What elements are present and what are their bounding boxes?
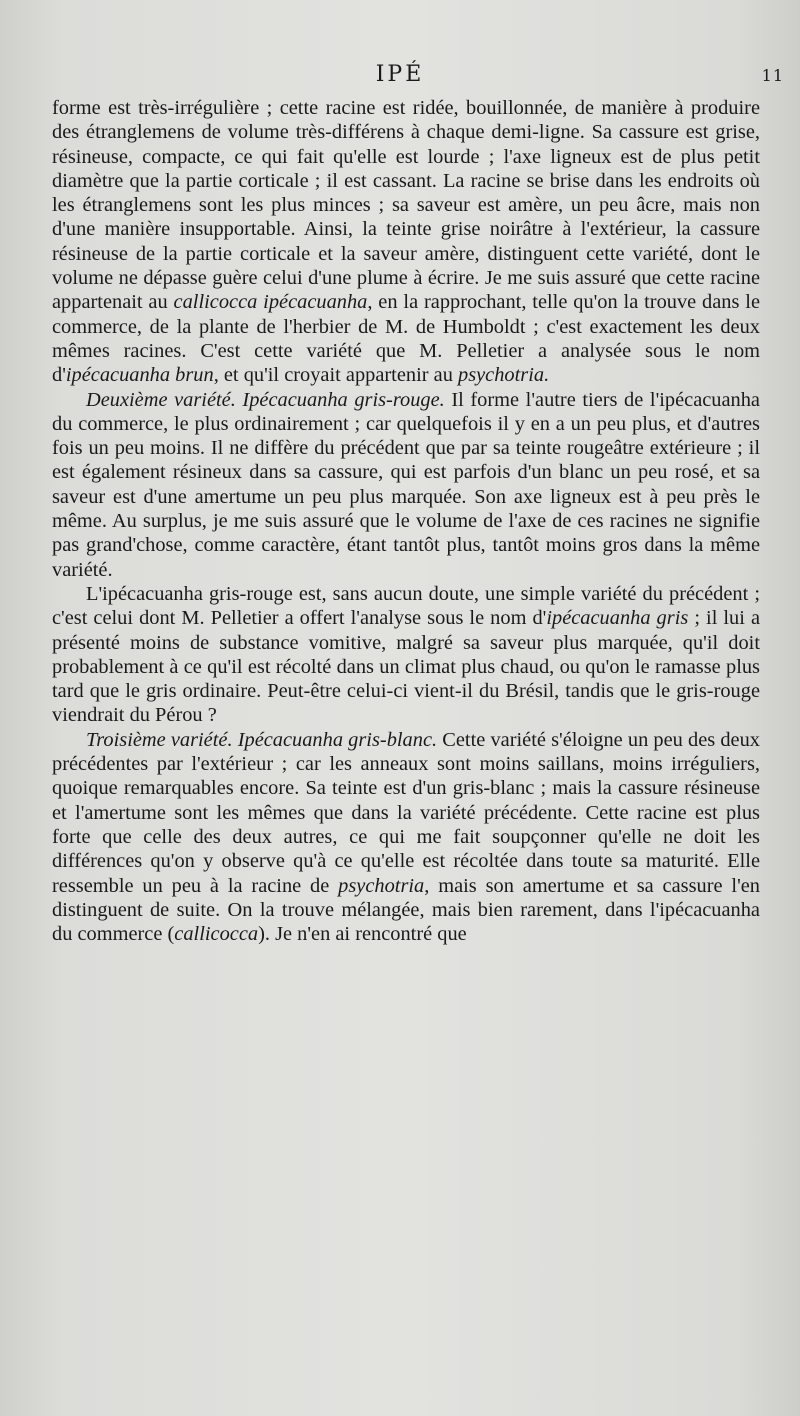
text-run: ; il lui a présenté moins de substance vomitive, malgré sa saveur plus marquée, qu'il doit probablement à ce qu'il est récolté dans un climat plus chaud, ou qu'on le ramasse plus tard que le gris ordinaire. Peut-être celui-ci vient-il du Brésil, tandis que le gris-rouge viendrait du Pérou ? [52, 607, 761, 727]
page-header [0, 62, 800, 92]
italic-text: psychotria [338, 874, 425, 897]
italic-text: Troisième variété. Ipécacuanha gris-blanc. [86, 728, 438, 751]
paragraph [52, 582, 760, 728]
text-run: , et qu'il croyait appartenir au [213, 364, 458, 387]
text-run: Il forme l'autre tiers de l'ipécacuanha du commerce, le plus ordinairement ; car quelquefois il y en a un peu plus, et d'autres fois un peu moins. Il ne diffère du précédent que par sa teinte rougeâtre extérieure ; il est également résineux dans sa cassure, qui est parfois d'un blanc un peu rosé, et sa saveur est d'une amertume un peu plus marquée. Son axe ligneux est à peu près le même. Au surplus, je me suis assuré que le volume de l'axe de ces racines ne signifie pas grand'chose, comme caractère, étant tantôt plus, tantôt moins gros dans la même variété. [52, 388, 760, 581]
page-number: 11 [761, 66, 784, 85]
italic-text: callicocca ipécacuanha [173, 291, 368, 314]
italic-text: Deuxième variété. Ipécacuanha gris-rouge. [86, 388, 445, 411]
italic-text: ipécacuanha brun [65, 364, 214, 387]
text-run: , en la rapprochant, telle qu'on la trouve dans le commerce, de la plante de l'herbier de M. de Humboldt ; c'est exactement les deux mêmes racines. C'est cette variété que M. Pelletier a analysée sous le nom d' [52, 291, 761, 387]
paragraph [52, 96, 760, 388]
italic-text: psychotria. [458, 364, 550, 387]
text-run: , mais son amertume et sa cassure l'en distinguent de suite. On la trouve mélangée, mais bien rarement, dans l'ipécacuanha du commerce ( [52, 874, 760, 946]
text-run: forme est très-irrégulière ; cette racine est ridée, bouillonnée, de manière à produire des étranglemens de volume très-différens à chaque demi-ligne. Sa cassure est grise, résineuse, compacte, ce qui fait qu'elle est lourde ; l'axe ligneux est de plus petit diamètre que la partie corticale ; il est cassant. La racine se brise dans les endroits où les étranglemens sont les plus minces ; sa saveur est amère, un peu âcre, mais non d'une manière insupportable. Ainsi, la teinte grise noirâtre à l'extérieur, la cassure résineuse de la partie corticale et la saveur amère, distinguent cette variété, dont le volume ne dépasse guère celui d'une plume à écrire. Je me suis assuré que cette racine appartenait au [52, 97, 760, 314]
italic-text: callicocca [174, 923, 259, 946]
text-run: ). Je n'en ai rencontré que [258, 923, 467, 946]
text-run: Cette variété s'éloigne un peu des deux précédentes par l'extérieur ; car les anneaux sont moins saillans, moins irréguliers, quoique remarquables encore. Sa teinte est d'un gris-blanc ; mais la cassure résineuse et l'amertume sont les mêmes que dans la variété précédente. Cette racine est plus forte que celle des deux autres, ce qui me fait soupçonner qu'elle ne doit les différences qu'on y observe qu'à ce qu'elle est récoltée dans toute sa maturité. Elle ressemble un peu à la racine de [52, 728, 760, 897]
text-run: L'ipécacuanha gris-rouge est, sans aucun doute, une simple variété du précédent ; c'est celui dont M. Pelletier a offert l'analyse sous le nom d' [52, 582, 760, 630]
italic-text: ipécacuanha gris [546, 607, 689, 630]
paragraph [52, 728, 760, 947]
paragraph [52, 388, 760, 582]
running-head: IPÉ [375, 62, 425, 87]
body-text [52, 96, 760, 946]
